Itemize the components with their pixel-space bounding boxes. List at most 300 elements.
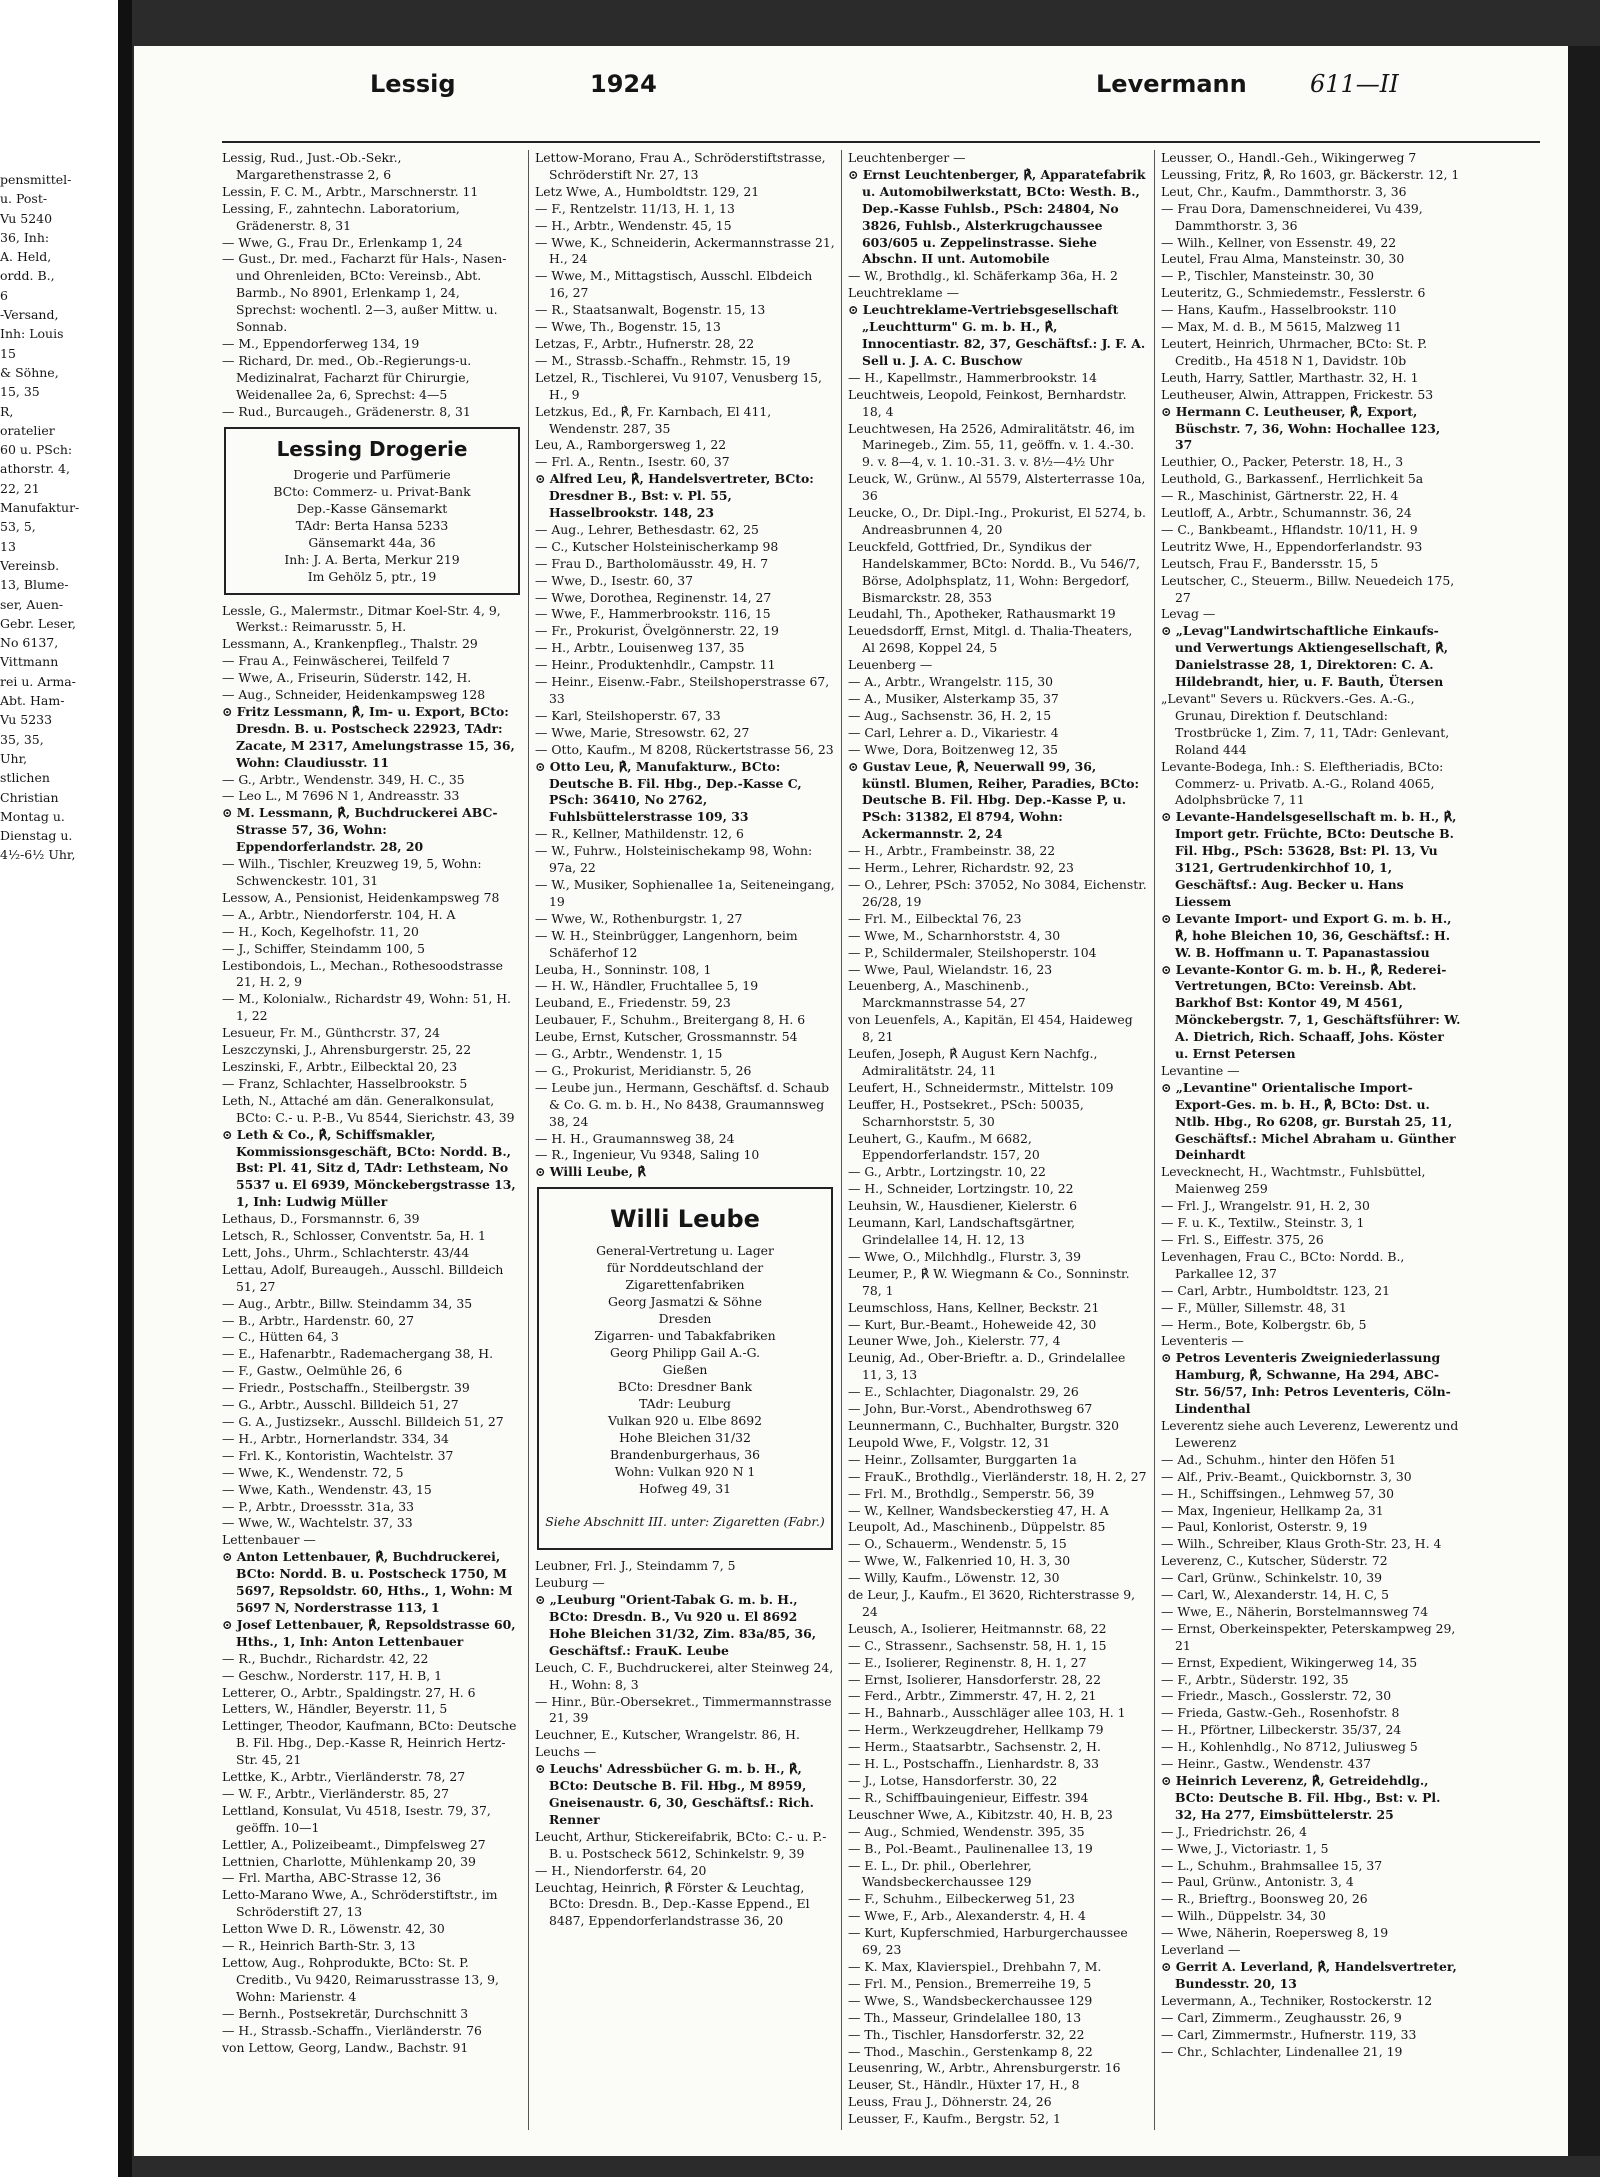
fragment-line: Uhr, — [0, 750, 28, 766]
directory-entry: — C., Strassenr., Sachsenstr. 58, H. 1, 15 — [848, 1637, 1107, 1653]
directory-entry: — Aug., Lehrer, Bethesdastr. 62, 25 — [535, 521, 759, 537]
directory-entry: Leuser, St., Händlr., Hüxter 17, H., 8 — [848, 2077, 1080, 2093]
directory-entry: — Wilh., Tischler, Kreuzweg 19, 5, Wohn: Schwenckestr. 101, 31 — [222, 856, 482, 888]
directory-entry: ⊙ Petros Leventeris Zweigniederlassung Hamburg, ℟, Schwanne, Ha 294, ABC-Str. 56/57, Inh: Petros Leventeris, Cöln-Lindenthal — [1161, 1350, 1451, 1417]
directory-entry: Leverenz, C., Kutscher, Süderstr. 72 — [1161, 1553, 1388, 1569]
directory-entry: — G., Arbtr., Lortzingstr. 10, 22 — [848, 1164, 1046, 1180]
directory-entry: — Carl, Zimmerm., Zeughausstr. 26, 9 — [1161, 2009, 1402, 2025]
column-2 — [535, 150, 835, 1930]
directory-entry: Leut, Chr., Kaufm., Dammthorstr. 3, 36 — [1161, 183, 1407, 199]
column-divider — [1154, 150, 1155, 2130]
ad-line: Inh: J. A. Berta, Merkur 219 — [284, 551, 460, 567]
directory-entry: Letters, W., Händler, Beyerstr. 11, 5 — [222, 1701, 448, 1717]
directory-entry: — H., Schneider, Lortzingstr. 10, 22 — [848, 1181, 1074, 1197]
directory-entry: Leusch, A., Isolierer, Heitmannstr. 68, 22 — [848, 1620, 1107, 1636]
directory-entry: Leuchner, E., Kutscher, Wrangelstr. 86, H. — [535, 1727, 800, 1743]
column-divider — [528, 150, 529, 2130]
directory-entry: Letz Wwe, A., Humboldtstr. 129, 21 — [535, 183, 760, 199]
directory-entry: — Leo L., M 7696 N 1, Andreasstr. 33 — [222, 788, 460, 804]
directory-entry: Lessle, G., Malermstr., Ditmar Koel-Str. 4, 9, Werkst.: Reimarusstr. 5, H. — [222, 602, 501, 635]
directory-entry: — F. u. K., Textilw., Steinstr. 3, 1 — [1161, 1215, 1365, 1231]
scan-border — [1568, 46, 1600, 2156]
directory-entry: ⊙ Levante-Handelsgesellschaft m. b. H., ℟, Import getr. Früchte, BCto: Deutsche B. Fil. Hbg., PSch: 53628, Bst: Pl. 13, Vu 3121, Gertrudenkirchhof 10, 1, Geschäftsf.: Aug. Becker u. Hans Liessem — [1161, 809, 1457, 909]
directory-entry: — Carl, Arbtr., Humboldtstr. 123, 21 — [1161, 1282, 1390, 1298]
directory-entry: Letton Wwe D. R., Löwenstr. 42, 30 — [222, 1921, 445, 1937]
directory-entry: — Otto, Kaufm., M 8208, Rückertstrasse 56, 23 — [535, 741, 834, 757]
directory-entry: — C., Bankbeamt., Hflandstr. 10/11, H. 9 — [1161, 521, 1418, 537]
directory-entry: Leumer, P., ℟ W. Wiegmann & Co., Sonninstr. 78, 1 — [848, 1265, 1130, 1298]
directory-entry: — F., Gastw., Oelmühle 26, 6 — [222, 1363, 403, 1379]
fragment-line: -Versand, — [0, 307, 59, 323]
directory-entry: — Frl. A., Rentn., Isestr. 60, 37 — [535, 454, 730, 470]
directory-entry: — Carl, Zimmermstr., Hufnerstr. 119, 33 — [1161, 2026, 1417, 2042]
fragment-line: 53, 5, — [0, 519, 36, 535]
directory-entry: ⊙ Anton Lettenbauer, ℟, Buchdruckerei, BCto: Nordd. B. u. Postscheck 1750, M 5697, Repsoldstr. 60, Hths., 1, Wohn: M 5697 N, Norderstrasse 113, 1 — [222, 1549, 513, 1615]
fragment-line: ordd. B., — [0, 268, 55, 284]
fragment-line: rei u. Arma- — [0, 673, 76, 689]
directory-entry: — W. H., Steinbrügger, Langenhorn, beim Schäferhof 12 — [535, 927, 798, 960]
fragment-line: No 6137, — [0, 635, 59, 651]
directory-entry: — C., Kutscher Holsteinischerkamp 98 — [535, 538, 779, 554]
directory-entry: Leuchtag, Heinrich, ℟ Förster & Leuchtag, BCto: Dresdn. B., Dep.-Kasse Eppend., El 8487, Eppendorferlandstrasse 36, 20 — [535, 1879, 810, 1929]
directory-entry: — Max, Ingenieur, Hellkamp 2a, 31 — [1161, 1502, 1384, 1518]
page-gutter — [118, 0, 132, 2177]
directory-entry: Leussing, Fritz, ℟, Ro 1603, gr. Bäckerstr. 12, 1 — [1161, 166, 1460, 182]
directory-entry: — Friedr., Masch., Gosslerstr. 72, 30 — [1161, 1688, 1392, 1704]
directory-entry: — H., Bahnarb., Ausschläger allee 103, H. 1 — [848, 1705, 1126, 1721]
directory-entry: Lettau, Adolf, Bureaugeh., Ausschl. Billdeich 51, 27 — [222, 1261, 504, 1294]
directory-entry: Leuthier, O., Packer, Peterstr. 18, H., 3 — [1161, 454, 1404, 470]
directory-entry: Letto-Marano Wwe, A., Schröderstiftstr., im Schröderstift 27, 13 — [222, 1887, 498, 1920]
directory-entry: — Frl. K., Kontoristin, Wachtelstr. 37 — [222, 1447, 454, 1463]
directory-entry: Lethaus, D., Forsmannstr. 6, 39 — [222, 1211, 420, 1227]
page-header — [134, 62, 1568, 102]
directory-entry: ⊙ „Levantine" Orientalische Import-Export-Ges. m. b. H., ℟, BCto: Dst. u. Ntlb. Hbg., Ro 6208, gr. Burstah 25, 11, Geschäftsf.: Michel Abraham u. Günther Deinhardt — [1161, 1079, 1456, 1163]
directory-entry: Leuch, C. F., Buchdruckerei, alter Steinweg 24, H., Wohn: 8, 3 — [535, 1659, 834, 1692]
directory-entry: ⊙ Gerrit A. Leverland, ℟, Handelsvertreter, Bundesstr. 20, 13 — [1161, 1958, 1457, 1991]
directory-entry: Levecknecht, H., Wachtmstr., Fuhlsbüttel, Maienweg 259 — [1161, 1164, 1426, 1197]
directory-entry: — H., Schiffsingen., Lehmweg 57, 30 — [1161, 1485, 1394, 1501]
directory-entry: ⊙ Hermann C. Leutheuser, ℟, Export, Büschstr. 7, 36, Wohn: Hochallee 123, 37 — [1161, 403, 1441, 453]
directory-entry: — H., Koch, Kegelhofstr. 11, 20 — [222, 923, 419, 939]
directory-entry: — Wilh., Düppelstr. 34, 30 — [1161, 1908, 1326, 1924]
directory-entry: — B., Arbtr., Hardenstr. 60, 27 — [222, 1312, 414, 1328]
ad-line: BCto: Commerz- u. Privat-Bank — [273, 483, 471, 499]
fragment-line: 4½-6½ Uhr, — [0, 847, 76, 863]
directory-entry: — Hans, Kaufm., Hasselbrookstr. 110 — [1161, 302, 1397, 318]
directory-entry: Leutsch, Frau F., Bandersstr. 15, 5 — [1161, 555, 1379, 571]
directory-entry: — Fr., Prokurist, Övelgönnerstr. 22, 19 — [535, 623, 779, 639]
directory-entry: — W., Brothdlg., kl. Schäferkamp 36a, H. 2 — [848, 268, 1118, 284]
directory-entry: — F., Schuhm., Eilbeckerweg 51, 23 — [848, 1891, 1075, 1907]
directory-entry: — Herm., Bote, Kolbergstr. 6b, 5 — [1161, 1316, 1367, 1332]
directory-entry: ⊙ Leuchs' Adressbücher G. m. b. H., ℟, BCto: Deutsche B. Fil. Hbg., M 8959, Gneisenaustr. 6, 30, Geschäftsf.: Rich. Renner — [535, 1761, 814, 1827]
directory-entry: Leutert, Heinrich, Uhrmacher, BCto: St. P. Creditb., Ha 4518 N 1, Davidstr. 10b — [1161, 335, 1428, 368]
ad-line: Hofweg 49, 31 — [638, 1481, 732, 1497]
directory-entry: Lesueur, Fr. M., Günthcrstr. 37, 24 — [222, 1025, 441, 1041]
directory-entry: Lett, Johs., Uhrm., Schlachterstr. 43/44 — [222, 1244, 470, 1260]
directory-entry: Lettnien, Charlotte, Mühlenkamp 20, 39 — [222, 1853, 476, 1869]
directory-entry: Leumann, Karl, Landschaftsgärtner, Grindelallee 14, H. 12, 13 — [848, 1215, 1076, 1247]
fragment-line: Vittmann — [0, 654, 59, 670]
directory-entry: Leusser, O., Handl.-Geh., Wikingerweg 7 — [1161, 150, 1417, 165]
ad-line: TAdr: Berta Hansa 5233 — [295, 517, 449, 533]
directory-entry: — Ernst, Oberkeinspekter, Peterskampweg 29, 21 — [1161, 1620, 1456, 1653]
directory-entry: — Geschw., Norderstr. 117, H. B, 1 — [222, 1667, 443, 1683]
ad-line: Dep.-Kasse Gänsemarkt — [296, 500, 448, 516]
directory-entry: ⊙ Willi Leube, ℟ — [535, 1164, 646, 1180]
directory-entry: — W., Kellner, Wandsbeckerstieg 47, H. A — [848, 1502, 1109, 1518]
directory-entry: — Frl. M., Pension., Bremerreihe 19, 5 — [848, 1975, 1092, 1991]
fragment-line: Gebr. Leser, — [0, 615, 77, 631]
directory-entry: Leuner Wwe, Joh., Kielerstr. 77, 4 — [848, 1333, 1061, 1349]
directory-entry: — Wwe, Dorothea, Reginenstr. 14, 27 — [535, 589, 772, 605]
directory-entry: ⊙ Leuchtreklame-Vertriebsgesellschaft „Leuchtturm" G. m. b. H., ℟, Innocentiastr. 82, 37, Geschäftsf.: J. F. A. Sell u. J. A. C. Buschow — [848, 302, 1146, 368]
directory-entry: — Heinr., Gastw., Wendenstr. 437 — [1161, 1756, 1372, 1772]
directory-entry: ⊙ Fritz Lessmann, ℟, Im- u. Export, BCto: Dresdn. B. u. Postscheck 22923, TAdr: Zacate, M 2317, Amelungstrasse 15, 36, Wohn: Claudiusstr. 11 — [222, 703, 515, 770]
directory-entry: Levenhagen, Frau C., BCto: Nordd. B., Parkallee 12, 37 — [1161, 1248, 1405, 1281]
directory-entry: — Frl. M., Brothdlg., Semperstr. 56, 39 — [848, 1485, 1095, 1501]
directory-entry: — A., Musiker, Alsterkamp 35, 37 — [848, 691, 1059, 706]
directory-entry: — Max, M. d. B., M 5615, Malzweg 11 — [1161, 319, 1402, 335]
directory-entry: — Wwe, A., Friseurin, Süderstr. 142, H. — [222, 670, 472, 686]
directory-entry: Leuenberg — — [848, 657, 933, 673]
directory-entry: Leupolt, Ad., Maschinenb., Düppelstr. 85 — [848, 1519, 1106, 1535]
directory-entry: Lestibondois, L., Mechan., Rothesoodstrasse 21, H. 2, 9 — [222, 957, 503, 990]
directory-entry: Leuhsin, W., Hausdiener, Kielerstr. 6 — [848, 1198, 1078, 1214]
directory-entry: — R., Schiffbauingenieur, Eiffestr. 394 — [848, 1789, 1089, 1805]
directory-entry: Lessig, Rud., Just.-Ob.-Sekr., Margarethenstrasse 2, 6 — [222, 150, 402, 182]
ad-line: Zigarettenfabriken — [625, 1277, 745, 1293]
directory-entry: — FrauK., Brothdlg., Vierländerstr. 18, H. 2, 27 — [848, 1468, 1147, 1484]
directory-entry: Lettow-Morano, Frau A., Schröderstiftstrasse, Schröderstift Nr. 27, 13 — [535, 150, 826, 182]
directory-entry: — Wwe, Th., Bogenstr. 15, 13 — [535, 319, 721, 335]
directory-entry: — Wwe, E., Näherin, Borstelmannsweg 74 — [1161, 1603, 1429, 1619]
ad-line: Drogerie und Parfümerie — [293, 466, 451, 482]
fragment-line: 35, 35, — [0, 731, 44, 747]
directory-entry: — Frau Dora, Damenschneiderei, Vu 439, Dammthorstr. 3, 36 — [1161, 200, 1423, 233]
directory-entry: — Karl, Steilshoperstr. 67, 33 — [535, 707, 721, 723]
previous-page-fragments — [0, 170, 116, 865]
directory-entry: — Ad., Schuhm., hinter den Höfen 51 — [1161, 1451, 1397, 1467]
directory-entry: — M., Kolonialw., Richardstr 49, Wohn: 51, H. 1, 22 — [222, 991, 511, 1024]
directory-entry: ⊙ M. Lessmann, ℟, Buchdruckerei ABC-Strasse 57, 36, Wohn: Eppendorferlandstr. 28, 20 — [222, 805, 498, 855]
directory-entry: — Frieda, Gastw.-Geh., Rosenhofstr. 8 — [1161, 1705, 1400, 1721]
fragment-line: 13, Blume- — [0, 577, 69, 593]
directory-entry: Letzel, R., Tischlerei, Vu 9107, Venusberg 15, H., 9 — [535, 369, 822, 402]
directory-entry: ⊙ Otto Leu, ℟, Manufakturw., BCto: Deutsche B. Fil. Hbg., Dep.-Kasse C, PSch: 36410, No 2762, Fuhlsbüttelerstrasse 109, 33 — [535, 758, 802, 825]
directory-entry: Leubner, Frl. J., Steindamm 7, 5 — [535, 1558, 736, 1574]
directory-entry: — Thod., Maschin., Gerstenkamp 8, 22 — [848, 2043, 1093, 2059]
directory-entry: Leuth, Harry, Sattler, Marthastr. 32, H. 1 — [1161, 369, 1419, 385]
leube-advertisement — [537, 1187, 833, 1550]
directory-entry: — R., Ingenieur, Vu 9348, Saling 10 — [535, 1147, 760, 1163]
directory-entry: Leuhert, G., Kaufm., M 6682, Eppendorferlandstr. 157, 20 — [848, 1130, 1040, 1163]
directory-entry: Leverentz siehe auch Leverenz, Lewerentz und Lewerenz — [1161, 1417, 1459, 1450]
directory-entry: — Richard, Dr. med., Ob.-Regierungs-u. Medizinalrat, Facharzt für Chirurgie, Weidenallee 2a, 6, Sprechst: 4—5 — [222, 352, 472, 402]
directory-entry: — E., Hafenarbtr., Rademachergang 38, H. — [222, 1346, 494, 1362]
directory-entry: Leucke, O., Dr. Dipl.-Ing., Prokurist, El 5274, b. Andreasbrunnen 4, 20 — [848, 505, 1146, 537]
header-last-entry: Levermann — [1096, 70, 1247, 98]
directory-entry: — P., Schildermaler, Steilshoperstr. 104 — [848, 944, 1097, 960]
directory-entry: — Wwe, Paul, Wielandstr. 16, 23 — [848, 961, 1053, 977]
directory-entry: — G., Arbtr., Wendenstr. 349, H. C., 35 — [222, 771, 465, 787]
directory-entry: Leufert, H., Schneidermstr., Mittelstr. 109 — [848, 1079, 1114, 1095]
directory-entry: — Bernh., Postsekretär, Durchschnitt 3 — [222, 2005, 469, 2021]
ad-line: Gießen — [662, 1362, 708, 1378]
directory-entry: — Wwe, K., Wendenstr. 72, 5 — [222, 1464, 404, 1480]
ad-line: Gänsemarkt 44a, 36 — [308, 534, 436, 550]
directory-entry: von Leuenfels, A., Kapitän, El 454, Haideweg 8, 21 — [848, 1012, 1133, 1045]
directory-entry: — A., Arbtr., Wrangelstr. 115, 30 — [848, 674, 1054, 690]
directory-entry: Levermann, A., Techniker, Rostockerstr. 12 — [1161, 1992, 1433, 2008]
directory-entry: Leszinski, F., Arbtr., Eilbecktal 20, 23 — [222, 1058, 458, 1074]
directory-entry: ⊙ Heinrich Leverenz, ℟, Getreidehdlg., BCto: Deutsche B. Fil. Hbg., Bst: v. Pl. 32, Ha 277, Eimsbüttelerstr. 25 — [1161, 1773, 1441, 1822]
fragment-line: stlichen — [0, 770, 50, 786]
ad-note: Siehe Abschnitt III. unter: Zigaretten (Fabr.) — [545, 1514, 825, 1530]
directory-entry: — H. W., Händler, Fruchtallee 5, 19 — [535, 978, 759, 994]
header-year: 1924 — [590, 70, 657, 98]
directory-entry: Leuss, Frau J., Döhnerstr. 24, 26 — [848, 2094, 1052, 2110]
directory-entry: — Herm., Werkzeugdreher, Hellkamp 79 — [848, 1722, 1104, 1738]
directory-entry: — G. A., Justizsekr., Ausschl. Billdeich 51, 27 — [222, 1414, 504, 1429]
fragment-line: 13 — [0, 538, 16, 554]
directory-entry: — H. L., Postschaffn., Lienhardstr. 8, 33 — [848, 1756, 1099, 1772]
directory-entry: — Aug., Sachsenstr. 36, H. 2, 15 — [848, 707, 1052, 723]
directory-entry: — E., Isolierer, Reginenstr. 8, H. 1, 27 — [848, 1654, 1087, 1670]
directory-entry: — Wwe, Marie, Stresowstr. 62, 27 — [535, 724, 750, 740]
fragment-line: Vereinsb. — [0, 557, 60, 573]
directory-entry: — Frl. J., Wrangelstr. 91, H. 2, 30 — [1161, 1198, 1370, 1214]
directory-entry: — R., Brieftrg., Boonsweg 20, 26 — [1161, 1891, 1368, 1907]
directory-entry: — Wwe, S., Wandsbeckerchaussee 129 — [848, 1992, 1093, 2008]
directory-entry: — Wwe, Näherin, Roepersweg 8, 19 — [1161, 1925, 1389, 1941]
ad-line: für Norddeutschland der — [606, 1260, 764, 1276]
directory-entry: — G., Arbtr., Ausschl. Billdeich 51, 27 — [222, 1397, 459, 1413]
directory-entry: Leunig, Ad., Ober-Brieftr. a. D., Grindelallee 11, 3, 13 — [848, 1350, 1126, 1383]
fragment-line: 36, Inh: — [0, 229, 50, 245]
directory-entry: Leusser, F., Kaufm., Bergstr. 52, 1 — [848, 2111, 1061, 2127]
directory-entry: Leverland — — [1161, 1942, 1241, 1958]
directory-entry: — A., Arbtr., Niendorferstr. 104, H. A — [222, 906, 456, 922]
directory-entry: ⊙ Levante-Kontor G. m. b. H., ℟, Rederei-Vertretungen, BCto: Vereinsb. Abt. Barkhof Bst: Kontor 49, M 4561, Mönckebergstr. 7, 1, Geschäftsführer: W. A. Dietrich, Rich. Schaaff, Johs. Köster u. Ernst Petersen — [1161, 961, 1461, 1062]
directory-entry: — Frau D., Bartholomäusstr. 49, H. 7 — [535, 555, 769, 571]
directory-entry: Lessow, A., Pensionist, Heidenkampsweg 78 — [222, 889, 500, 905]
ad-line: Brandenburgerhaus, 36 — [609, 1447, 760, 1463]
directory-entry: — Willy, Kaufm., Löwenstr. 12, 30 — [848, 1570, 1060, 1586]
directory-entry: Leumschloss, Hans, Kellner, Beckstr. 21 — [848, 1299, 1100, 1315]
directory-entry: — Gust., Dr. med., Facharzt für Hals-, Nasen- und Ohrenleiden, BCto: Vereinsb., Abt. Barmb., No 8901, Erlenkamp 1, 24, Sprechst: wochentl. 2—3, außer Mittw. u. Sonnab. — [222, 251, 507, 335]
directory-entry: von Lettow, Georg, Landw., Bachstr. 91 — [222, 2039, 469, 2055]
directory-entry: — Frl. S., Eiffestr. 375, 26 — [1161, 1232, 1324, 1247]
fragment-line: Manufaktur- — [0, 500, 80, 516]
directory-entry: — Heinr., Produktenhdlr., Campstr. 11 — [535, 657, 776, 673]
directory-entry: Leubauer, F., Schuhm., Breitergang 8, H. 6 — [535, 1012, 806, 1028]
directory-entry: Leunnermann, C., Buchhalter, Burgstr. 320 — [848, 1417, 1120, 1433]
directory-entry: — Wwe, Kath., Wendenstr. 43, 15 — [222, 1481, 432, 1497]
directory-entry: — G., Arbtr., Wendenstr. 1, 15 — [535, 1046, 723, 1062]
ad-line: General-Vertretung u. Lager — [596, 1243, 774, 1259]
directory-entry: — J., Lotse, Hansdorferstr. 30, 22 — [848, 1773, 1058, 1788]
directory-entry: — Wilh., Kellner, von Essenstr. 49, 22 — [1161, 234, 1397, 250]
directory-entry: — Chr., Schlachter, Lindenallee 21, 19 — [1161, 2043, 1403, 2059]
directory-entry: — Paul, Konlorist, Osterstr. 9, 19 — [1161, 1519, 1368, 1535]
directory-entry: Lessing, F., zahntechn. Laboratorium, Grädenerstr. 8, 31 — [222, 200, 460, 233]
directory-entry: Lettland, Konsulat, Vu 4518, Isestr. 79, 37, geöffn. 10—1 — [222, 1802, 491, 1835]
directory-entry: — Aug., Arbtr., Billw. Steindamm 34, 35 — [222, 1295, 473, 1311]
directory-entry: — H., Pförtner, Lilbeckerstr. 35/37, 24 — [1161, 1722, 1402, 1738]
directory-entry: Levantine — — [1161, 1062, 1240, 1078]
directory-entry: — Wwe, J., Victoriastr. 1, 5 — [1161, 1840, 1329, 1856]
directory-entry: Lessin, F. C. M., Arbtr., Marschnerstr. 11 — [222, 183, 479, 199]
directory-entry: — Wwe, W., Falkenried 10, H. 3, 30 — [848, 1553, 1071, 1569]
directory-entry: Lettenbauer — — [222, 1532, 316, 1548]
directory-entry: ⊙ Leth & Co., ℟, Schiffsmakler, Kommissionsgeschäft, BCto: Nordd. B., Bst: Pl. 41, Sitz d, TAdr: Lethsteam, No 5537 u. El 6939, Mönckebergstrasse 13, 1, Inh: Ludwig Müller — [222, 1126, 516, 1210]
fragment-line: 22, 21 — [0, 480, 40, 496]
fragment-line: Abt. Ham- — [0, 693, 65, 709]
directory-entry: — P., Tischler, Mansteinstr. 30, 30 — [1161, 268, 1375, 284]
fragment-line: 6 — [0, 287, 8, 303]
directory-entry: Lettinger, Theodor, Kaufmann, BCto: Deutsche B. Fil. Hbg., Dep.-Kasse R, Heinrich Hertz-Str. 45, 21 — [222, 1718, 517, 1768]
directory-entry: — Wilh., Schreiber, Klaus Groth-Str. 23, H. 4 — [1161, 1536, 1442, 1552]
directory-entry: Leuchtenberger — — [848, 150, 966, 165]
directory-entry: — W. F., Arbtr., Vierländerstr. 85, 27 — [222, 1785, 450, 1801]
directory-entry: — B., Pol.-Beamt., Paulinenallee 13, 19 — [848, 1840, 1093, 1856]
directory-entry: — Frl. Martha, ABC-Strasse 12, 36 — [222, 1870, 442, 1886]
fragment-line: R, — [0, 403, 14, 419]
directory-entry: — Herm., Staatsarbtr., Sachsenstr. 2, H. — [848, 1739, 1101, 1755]
directory-entry: — Heinr., Zollsamter, Burggarten 1a — [848, 1451, 1077, 1467]
directory-entry: — Wwe, K., Schneiderin, Ackermannstrasse 21, H., 24 — [535, 234, 835, 267]
directory-entry: Leuchtreklame — — [848, 285, 959, 301]
directory-entry: ⊙ Levante Import- und Export G. m. b. H., ℟, hohe Bleichen 10, 36, Geschäftsf.: H. W. B. Hoffmann u. T. Papanastassiou — [1161, 910, 1452, 960]
directory-entry: Leuschner Wwe, A., Kibitzstr. 40, H. B, 23 — [848, 1806, 1113, 1822]
ad-line: TAdr: Leuburg — [639, 1396, 731, 1412]
directory-entry: — H., Niendorferstr. 64, 20 — [535, 1862, 707, 1878]
directory-entry: — H., Strassb.-Schaffn., Vierländerstr. 76 — [222, 2022, 482, 2038]
directory-entry: — Wwe, M., Scharnhorststr. 4, 30 — [848, 927, 1061, 943]
column-3 — [848, 150, 1148, 2128]
directory-entry: Leutel, Frau Alma, Mansteinstr. 30, 30 — [1161, 251, 1405, 267]
directory-entry: — Wwe, D., Isestr. 60, 37 — [535, 572, 693, 588]
directory-entry: — Carl, W., Alexanderstr. 14, H. C, 5 — [1161, 1587, 1390, 1603]
directory-entry: — Wwe, Dora, Boitzenweg 12, 35 — [848, 741, 1059, 757]
ad-line: Georg Jasmatzi & Söhne — [608, 1294, 762, 1310]
fragment-line: oratelier — [0, 422, 55, 438]
directory-entry: Letterer, O., Arbtr., Spaldingstr. 27, H. 6 — [222, 1684, 476, 1700]
directory-entry: — R., Staatsanwalt, Bogenstr. 15, 13 — [535, 302, 766, 318]
directory-entry: Leucht, Arthur, Stickereifabrik, BCto: C.- u. P.-B. u. Postscheck 5612, Schinkelstr. 9, 39 — [535, 1828, 827, 1861]
directory-entry: — Wwe, W., Rothenburgstr. 1, 27 — [535, 910, 743, 926]
directory-entry: „Levant" Severs u. Rückvers.-Ges. A.-G., Grunau, Direktion f. Deutschland: Trostbrücke 1, Zim. 7, 11, TAdr: Genlevant, Roland 444 — [1161, 691, 1450, 757]
directory-entry: Leuedsdorff, Ernst, Mitgl. d. Thalia-Theaters, Al 2698, Koppel 24, 5 — [848, 623, 1133, 656]
directory-entry: Lessmann, A., Krankenpfleg., Thalstr. 29 — [222, 636, 478, 652]
directory-entry: — Kurt, Kupferschmied, Harburgerchaussee 69, 23 — [848, 1925, 1128, 1958]
header-page-number: 611—II — [1310, 70, 1399, 98]
fragment-line: pensmittel- — [0, 172, 72, 187]
directory-entry: Leube, Ernst, Kutscher, Grossmannstr. 54 — [535, 1029, 798, 1045]
ad-line: BCto: Dresdner Bank — [617, 1379, 752, 1395]
directory-entry: Letsch, R., Schlosser, Conventstr. 5a, H. 1 — [222, 1228, 486, 1244]
directory-entry: Leutritz Wwe, H., Eppendorferlandstr. 93 — [1161, 538, 1423, 554]
directory-entry: ⊙ Gustav Leue, ℟, Neuerwall 99, 36, künstl. Blumen, Reiher, Paradies, BCto: Deutsche B. Fil. Hbg. Dep.-Kasse P, u. PSch: 31382, El 8794, Wohn: Ackermannstr. 2, 24 — [848, 758, 1140, 842]
directory-entry: — Leube jun., Hermann, Geschäftsf. d. Schaub & Co. G. m. b. H., No 8438, Graumannsweg 38, 24 — [535, 1079, 830, 1129]
directory-entry: — K. Max, Klavierspiel., Drehbahn 7, M. — [848, 1958, 1102, 1974]
directory-entry: — Ernst, Isolierer, Hansdorferstr. 28, 22 — [848, 1671, 1102, 1687]
directory-entry: — R., Buchdr., Richardstr. 42, 22 — [222, 1650, 429, 1666]
directory-entry: Leuband, E., Friedenstr. 59, 23 — [535, 995, 731, 1011]
directory-entry: — O., Schauerm., Wendenstr. 5, 15 — [848, 1536, 1067, 1552]
directory-entry: — Paul, Grünw., Antonistr. 3, 4 — [1161, 1874, 1354, 1890]
directory-entry: Leupold Wwe, F., Volgstr. 12, 31 — [848, 1434, 1051, 1450]
directory-entry: Leuchtweis, Leopold, Feinkost, Bernhardstr. 18, 4 — [848, 386, 1127, 419]
column-4 — [1161, 150, 1461, 2060]
directory-entry: — Wwe, F., Hammerbrookstr. 116, 15 — [535, 606, 771, 622]
fragment-line: athorstr. 4, — [0, 461, 70, 477]
directory-entry: — W., Fuhrw., Holsteinischekamp 98, Wohn: 97a, 22 — [535, 843, 813, 876]
directory-entry: — P., Arbtr., Droessstr. 31a, 33 — [222, 1498, 415, 1514]
directory-entry: — F., Müller, Sillemstr. 48, 31 — [1161, 1299, 1347, 1315]
directory-entry: — Aug., Schmied, Wendenstr. 395, 35 — [848, 1823, 1085, 1839]
column-1 — [222, 150, 522, 2056]
directory-entry: — Wwe, F., Arb., Alexanderstr. 4, H. 4 — [848, 1908, 1086, 1924]
directory-entry: — Wwe, O., Milchhdlg., Flurstr. 3, 39 — [848, 1248, 1082, 1264]
directory-entry: Leth, N., Attaché am dän. Generalkonsulat, BCto: C.- u. P.-B., Vu 8544, Sierichstr. 43, 39 — [222, 1092, 515, 1125]
directory-entry: — G., Prokurist, Meridianstr. 5, 26 — [535, 1062, 752, 1078]
directory-entry: — Aug., Schneider, Heidenkampsweg 128 — [222, 687, 486, 703]
directory-entry: — Friedr., Postschaffn., Steilbergstr. 39 — [222, 1380, 470, 1396]
ad-line: Im Gehölz 5, ptr., 19 — [307, 568, 437, 584]
directory-entry: Letzas, F., Arbtr., Hufnerstr. 28, 22 — [535, 335, 755, 351]
directory-entry: Leu, A., Ramborgersweg 1, 22 — [535, 437, 727, 453]
directory-entry: — Wwe, G., Frau Dr., Erlenkamp 1, 24 — [222, 234, 463, 250]
fragment-line: Montag u. — [0, 808, 65, 824]
directory-entry: Leusenring, W., Arbtr., Ahrensburgerstr. 16 — [848, 2060, 1121, 2076]
fragment-line: 60 u. PSch: — [0, 442, 73, 458]
directory-entry: Leutloff, A., Arbtr., Schumannstr. 36, 24 — [1161, 505, 1412, 521]
directory-entry: — H., Arbtr., Louisenweg 137, 35 — [535, 640, 745, 656]
directory-entry: — R., Heinrich Barth-Str. 3, 13 — [222, 1938, 416, 1954]
fragment-line: Inh: Louis — [0, 326, 64, 342]
fragment-line: 15, 35 — [0, 384, 40, 400]
directory-entry: Leuffer, H., Postsekret., PSch: 50035, Scharnhorststr. 5, 30 — [848, 1096, 1084, 1129]
directory-entry: Leszczynski, J., Ahrensburgerstr. 25, 22 — [222, 1042, 472, 1058]
directory-entry: — M., Eppendorferweg 134, 19 — [222, 335, 420, 351]
fragment-line: Vu 5240 — [0, 210, 53, 226]
directory-entry: — W., Musiker, Sophienallee 1a, Seiteneingang, 19 — [535, 876, 835, 909]
directory-entry: ⊙ Alfred Leu, ℟, Handelsvertreter, BCto: Dresdner B., Bst: v. Pl. 55, Hasselbrookstr. 148, 23 — [535, 471, 814, 521]
directory-entry: — Hinr., Bür.-Obersekret., Timmermannstrasse 21, 39 — [535, 1693, 832, 1726]
fragment-line: & Söhne, — [0, 364, 59, 380]
column-divider — [841, 150, 842, 2130]
directory-entry: — H., Arbtr., Wendenstr. 45, 15 — [535, 217, 732, 233]
ad-line: Vulkan 920 u. Elbe 8692 — [607, 1413, 763, 1429]
fragment-line: ser, Auen- — [0, 596, 64, 612]
directory-entry: — Carl, Grünw., Schinkelstr. 10, 39 — [1161, 1570, 1383, 1586]
fragment-line: 15 — [0, 345, 16, 361]
fragment-line: Vu 5233 — [0, 712, 53, 728]
directory-entry: — Wwe, M., Mittagstisch, Ausschl. Elbdeich 16, 27 — [535, 268, 813, 301]
directory-entry: Leuchs — — [535, 1744, 597, 1760]
directory-entry: — Frau A., Feinwäscherei, Teilfeld 7 — [222, 653, 451, 669]
directory-entry: — H. H., Graumannsweg 38, 24 — [535, 1130, 735, 1146]
ad-title: Lessing Drogerie — [276, 436, 468, 461]
header-first-entry: Lessig — [370, 70, 456, 98]
ad-line: Wohn: Vulkan 920 N 1 — [614, 1464, 756, 1480]
directory-entry: ⊙ Josef Lettenbauer, ℟, Repsoldstrasse 60, Hths., 1, Inh: Anton Lettenbauer — [222, 1616, 516, 1649]
directory-entry: de Leur, J., Kaufm., El 3620, Richterstrasse 9, 24 — [848, 1587, 1136, 1619]
directory-entry: — F., Rentzelstr. 11/13, H. 1, 13 — [535, 200, 735, 216]
